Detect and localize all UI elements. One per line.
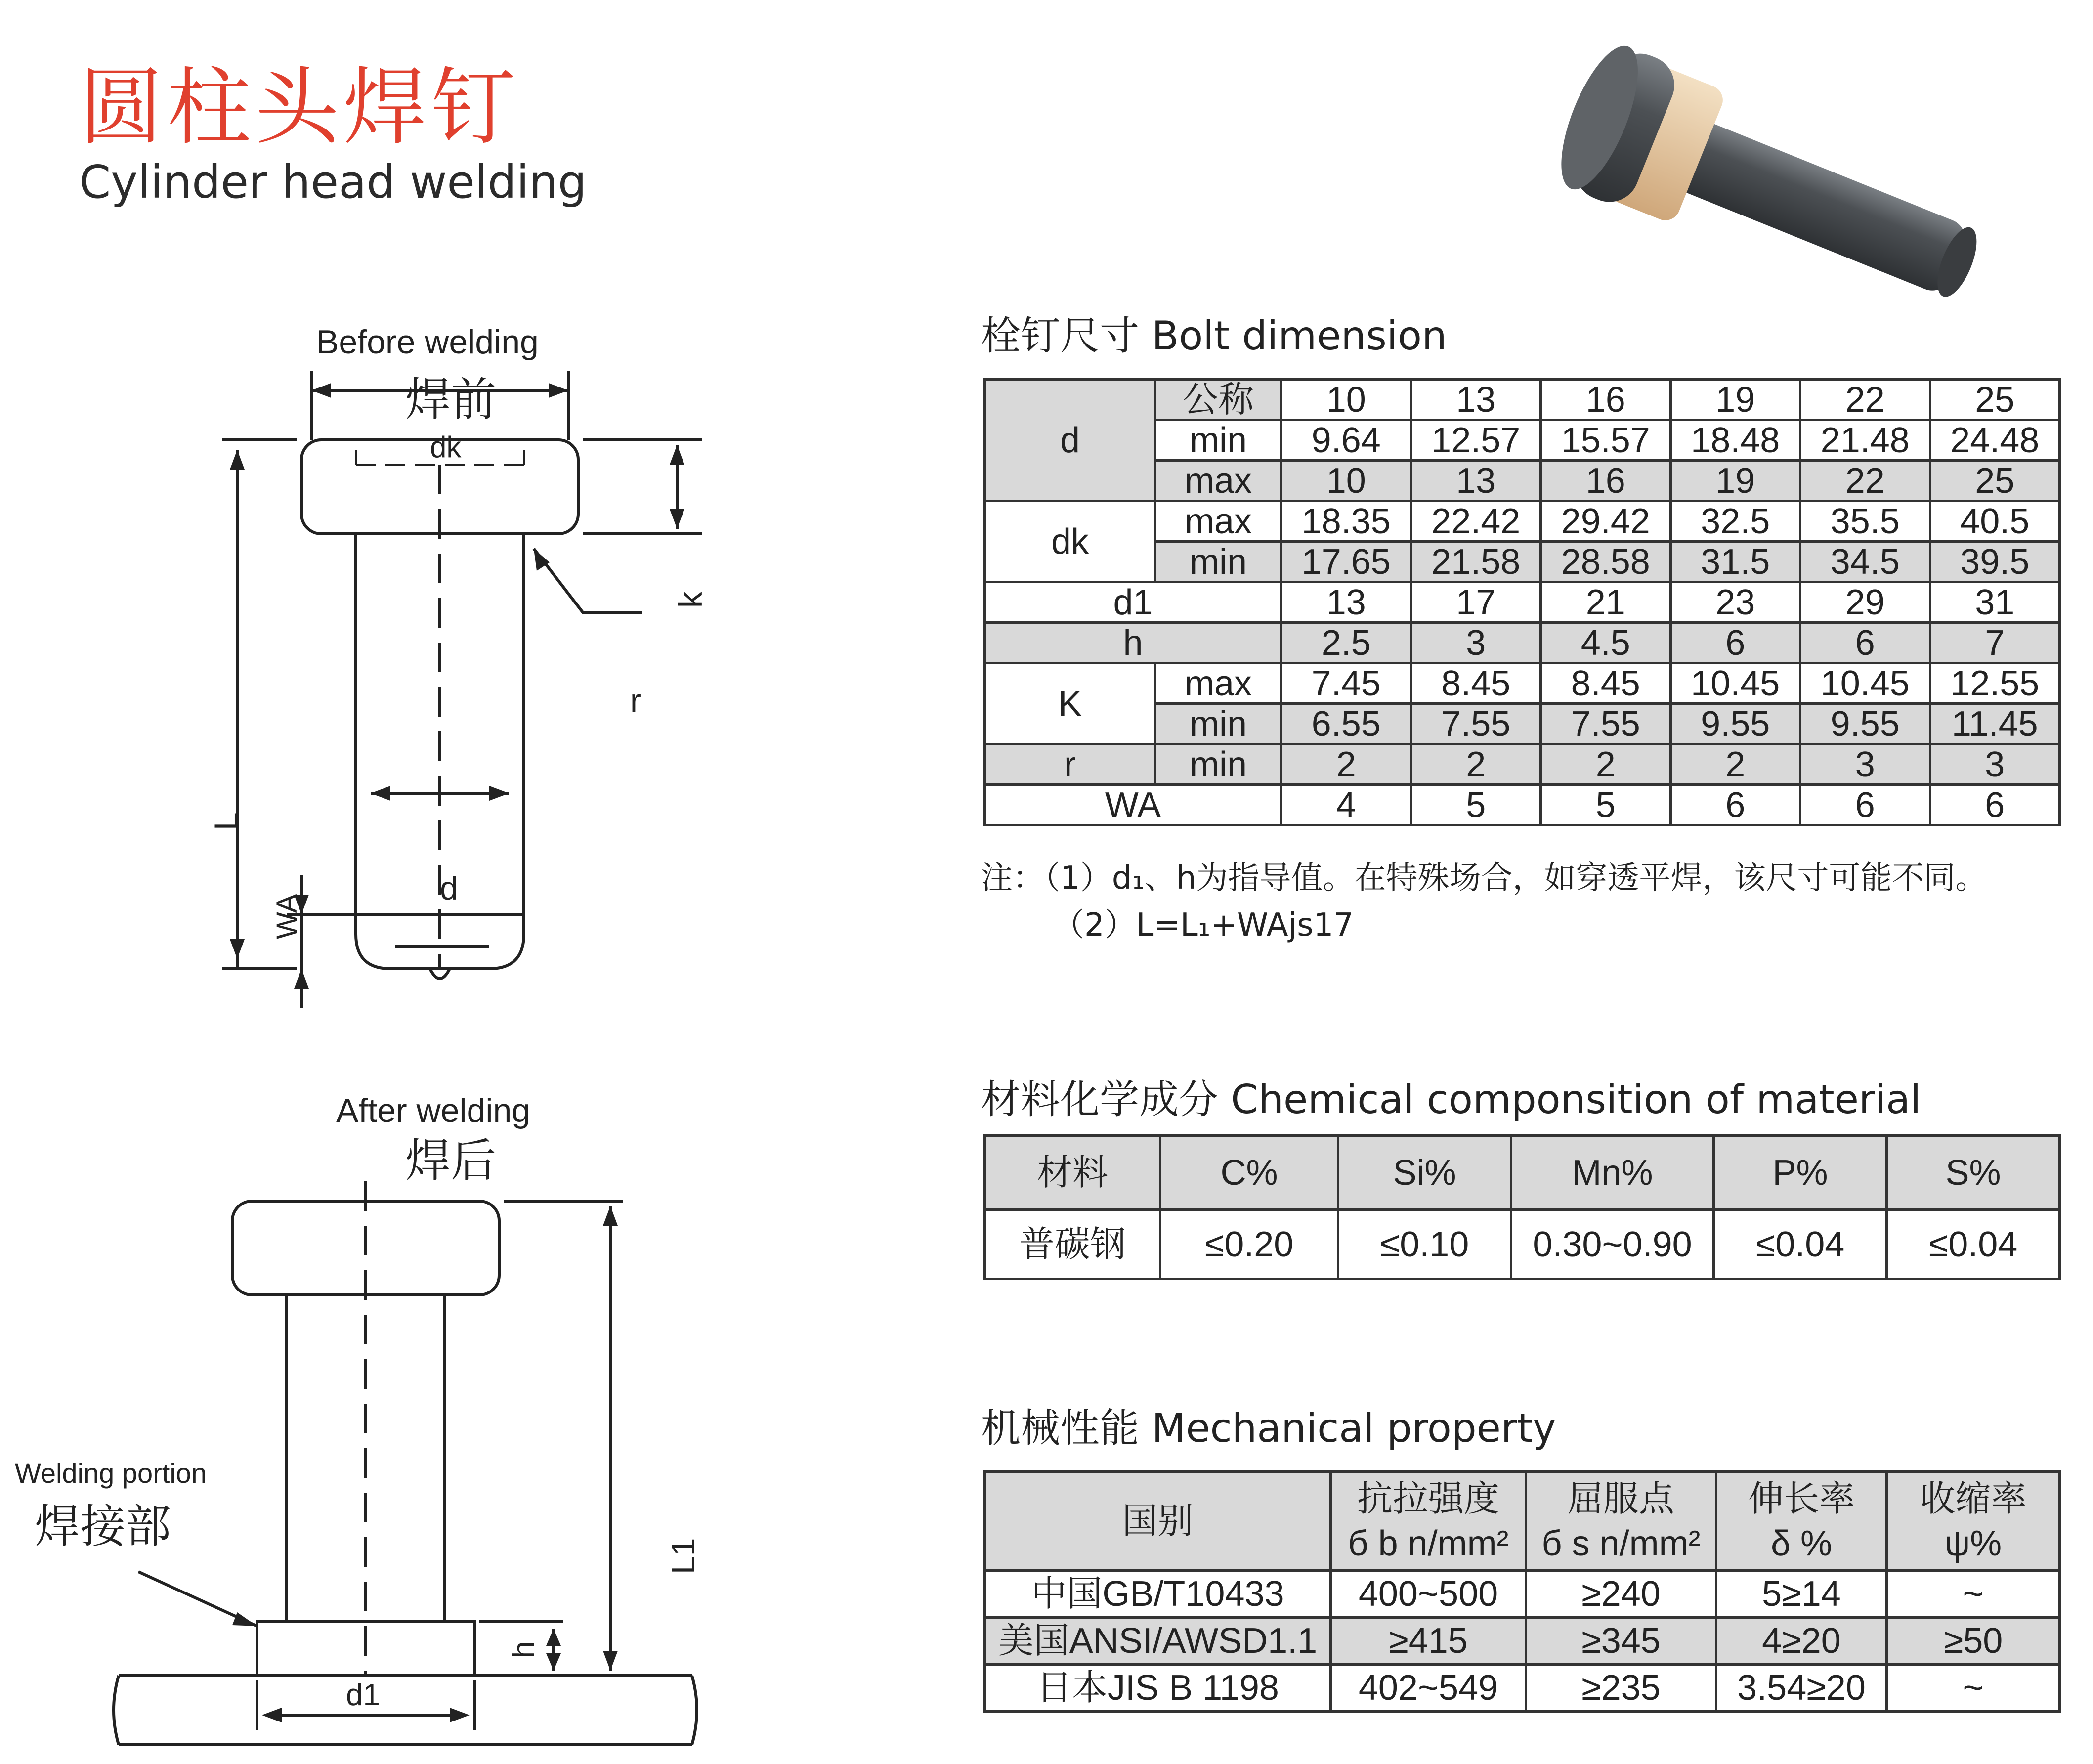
cell: 25	[1930, 380, 2060, 420]
cell: 13	[1411, 461, 1541, 501]
chem-header: Mn%	[1511, 1136, 1714, 1210]
cell: 34.5	[1800, 542, 1930, 582]
cell: 6	[1930, 785, 2060, 825]
mech-cell: ~	[1887, 1571, 2060, 1618]
cell: 32.5	[1670, 501, 1800, 542]
chem-header: S%	[1887, 1136, 2060, 1210]
cell: 12.57	[1411, 420, 1541, 461]
cell: 2	[1281, 744, 1411, 785]
after-welding-diagram	[0, 1077, 741, 1760]
row-label: WA	[985, 785, 1281, 825]
cell: 17.65	[1281, 542, 1411, 582]
sub-label: min	[1155, 542, 1281, 582]
mech-cell: ≥345	[1526, 1618, 1716, 1665]
cell: 29.42	[1541, 501, 1671, 542]
cell: 3	[1411, 623, 1541, 663]
dim-d1: d1	[346, 1678, 380, 1712]
cell: 10.45	[1670, 663, 1800, 704]
sub-label: max	[1155, 501, 1281, 542]
mech-cell: ≥415	[1331, 1618, 1526, 1665]
cell: 10	[1281, 461, 1411, 501]
before-label-en: Before welding	[316, 323, 539, 361]
chem-cell: ≤0.04	[1887, 1210, 2060, 1279]
sub-label: max	[1155, 461, 1281, 501]
cell: 15.57	[1541, 420, 1671, 461]
cell: 7.55	[1411, 704, 1541, 744]
cell: 9.55	[1800, 704, 1930, 744]
cell: 12.55	[1930, 663, 2060, 704]
cell: 6	[1800, 785, 1930, 825]
bolt-note-1: 注：（1）d₁、h为指导值。在特殊场合，如穿透平焊，该尺寸可能不同。	[981, 860, 1987, 897]
cell: 18.48	[1670, 420, 1800, 461]
mech-cell: ≥50	[1887, 1618, 2060, 1665]
dim-WA: WA	[271, 894, 303, 939]
chem-header: P%	[1714, 1136, 1887, 1210]
chem-header: 材料	[985, 1136, 1160, 1210]
mech-header	[1331, 1472, 1526, 1571]
cell: 4	[1281, 785, 1411, 825]
row-label: dk	[985, 501, 1155, 582]
cell: 5	[1541, 785, 1671, 825]
chem-title: 材料化学成分 Chemical componsition of material	[981, 1076, 1922, 1122]
cell: 6	[1670, 623, 1800, 663]
dim-L: L	[208, 812, 244, 830]
row-label: d1	[985, 582, 1281, 623]
dim-d: d	[440, 870, 458, 906]
mech-cell: 4≥20	[1716, 1618, 1887, 1665]
chem-cell: 0.30~0.90	[1511, 1210, 1714, 1279]
mech-cell: 美国ANSI/AWSD1.1	[985, 1618, 1331, 1665]
portion-label-cn: 焊接部	[35, 1502, 171, 1552]
sub-label: min	[1155, 420, 1281, 461]
chem-cell: ≤0.04	[1714, 1210, 1887, 1279]
mech-header: 国别	[985, 1472, 1331, 1571]
dim-h: h	[507, 1641, 541, 1658]
cell: 18.35	[1281, 501, 1411, 542]
cell: 6	[1800, 623, 1930, 663]
mech-cell: 3.54≥20	[1716, 1665, 1887, 1712]
cell: 3	[1800, 744, 1930, 785]
bolt-dimension-table	[983, 378, 2061, 826]
cell: 8.45	[1541, 663, 1671, 704]
cell: 2.5	[1281, 623, 1411, 663]
bolt-dimension-title: 栓钉尺寸 Bolt dimension	[981, 313, 1447, 359]
mech-cell: 400~500	[1331, 1571, 1526, 1618]
page-title: 圆柱头焊钉	[79, 59, 519, 157]
mech-header-line: δ %	[1770, 1523, 1833, 1563]
chem-header: Si%	[1338, 1136, 1511, 1210]
cell: 2	[1670, 744, 1800, 785]
row-label: K	[985, 663, 1155, 744]
cell: 6.55	[1281, 704, 1411, 744]
mech-header-line: б s n/mm²	[1541, 1523, 1701, 1563]
mech-table	[983, 1470, 2061, 1713]
cell: 22.42	[1411, 501, 1541, 542]
cell: 11.45	[1930, 704, 2060, 744]
cell: 21.58	[1411, 542, 1541, 582]
cell: 19	[1670, 461, 1800, 501]
sub-label: min	[1155, 744, 1281, 785]
stud-photo	[1507, 35, 2002, 351]
mech-header-line: б b n/mm²	[1348, 1523, 1509, 1563]
cell: 2	[1411, 744, 1541, 785]
sub-label: 公称	[1155, 380, 1281, 420]
cell: 29	[1800, 582, 1930, 623]
row-label: d	[985, 380, 1155, 501]
cell: 17	[1411, 582, 1541, 623]
cell: 28.58	[1541, 542, 1671, 582]
cell: 16	[1541, 380, 1671, 420]
mech-cell: ≥240	[1526, 1571, 1716, 1618]
mech-cell: 402~549	[1331, 1665, 1526, 1712]
mech-header	[1526, 1472, 1716, 1571]
cell: 31.5	[1670, 542, 1800, 582]
cell: 5	[1411, 785, 1541, 825]
cell: 31	[1930, 582, 2060, 623]
chem-cell: ≤0.20	[1160, 1210, 1338, 1279]
mech-cell: 中国GB/T10433	[985, 1571, 1331, 1618]
cell: 8.45	[1411, 663, 1541, 704]
dim-dk: dk	[430, 430, 462, 464]
cell: 24.48	[1930, 420, 2060, 461]
cell: 22	[1800, 461, 1930, 501]
page-subtitle: Cylinder head welding	[79, 156, 587, 209]
cell: 7	[1930, 623, 2060, 663]
dim-k: k	[672, 592, 709, 608]
mech-cell: ~	[1887, 1665, 2060, 1712]
sub-label: min	[1155, 704, 1281, 744]
mech-header	[1887, 1472, 2060, 1571]
dim-L1: L1	[665, 1538, 701, 1574]
cell: 40.5	[1930, 501, 2060, 542]
chem-table	[983, 1134, 2061, 1280]
cell: 13	[1281, 582, 1411, 623]
cell: 7.45	[1281, 663, 1411, 704]
row-label: r	[985, 744, 1155, 785]
mech-header-line: 伸长率	[1748, 1479, 1855, 1519]
mech-header-line: 收缩率	[1920, 1479, 2027, 1519]
dim-r: r	[630, 682, 641, 719]
mech-cell: 5≥14	[1716, 1571, 1887, 1618]
cell: 9.64	[1281, 420, 1411, 461]
cell: 23	[1670, 582, 1800, 623]
cell: 10.45	[1800, 663, 1930, 704]
before-label-cn: 焊前	[405, 375, 497, 425]
portion-label-en: Welding portion	[15, 1458, 207, 1489]
chem-cell: 普碳钢	[985, 1210, 1160, 1279]
mech-header	[1716, 1472, 1887, 1571]
after-label-en: After welding	[336, 1092, 531, 1129]
cell: 2	[1541, 744, 1671, 785]
row-label: h	[985, 623, 1281, 663]
mech-cell: 日本JIS B 1198	[985, 1665, 1331, 1712]
cell: 16	[1541, 461, 1671, 501]
cell: 21.48	[1800, 420, 1930, 461]
mech-header-line: 抗拉强度	[1357, 1479, 1499, 1519]
cell: 25	[1930, 461, 2060, 501]
cell: 19	[1670, 380, 1800, 420]
cell: 13	[1411, 380, 1541, 420]
mech-cell: ≥235	[1526, 1665, 1716, 1712]
cell: 35.5	[1800, 501, 1930, 542]
cell: 10	[1281, 380, 1411, 420]
chem-header: C%	[1160, 1136, 1338, 1210]
after-label-cn: 焊后	[405, 1136, 497, 1186]
cell: 21	[1541, 582, 1671, 623]
bolt-note-2: （2）L=L₁+WAjs17	[1053, 907, 1354, 944]
cell: 39.5	[1930, 542, 2060, 582]
cell: 4.5	[1541, 623, 1671, 663]
mech-header-line: 屈服点	[1567, 1479, 1674, 1519]
cell: 7.55	[1541, 704, 1671, 744]
chem-cell: ≤0.10	[1338, 1210, 1511, 1279]
cell: 9.55	[1670, 704, 1800, 744]
cell: 6	[1670, 785, 1800, 825]
mech-header-line: ψ%	[1944, 1523, 2002, 1563]
sub-label: max	[1155, 663, 1281, 704]
cell: 22	[1800, 380, 1930, 420]
before-welding-diagram	[0, 316, 840, 1028]
cell: 3	[1930, 744, 2060, 785]
mech-title: 机械性能 Mechanical property	[981, 1405, 1556, 1451]
